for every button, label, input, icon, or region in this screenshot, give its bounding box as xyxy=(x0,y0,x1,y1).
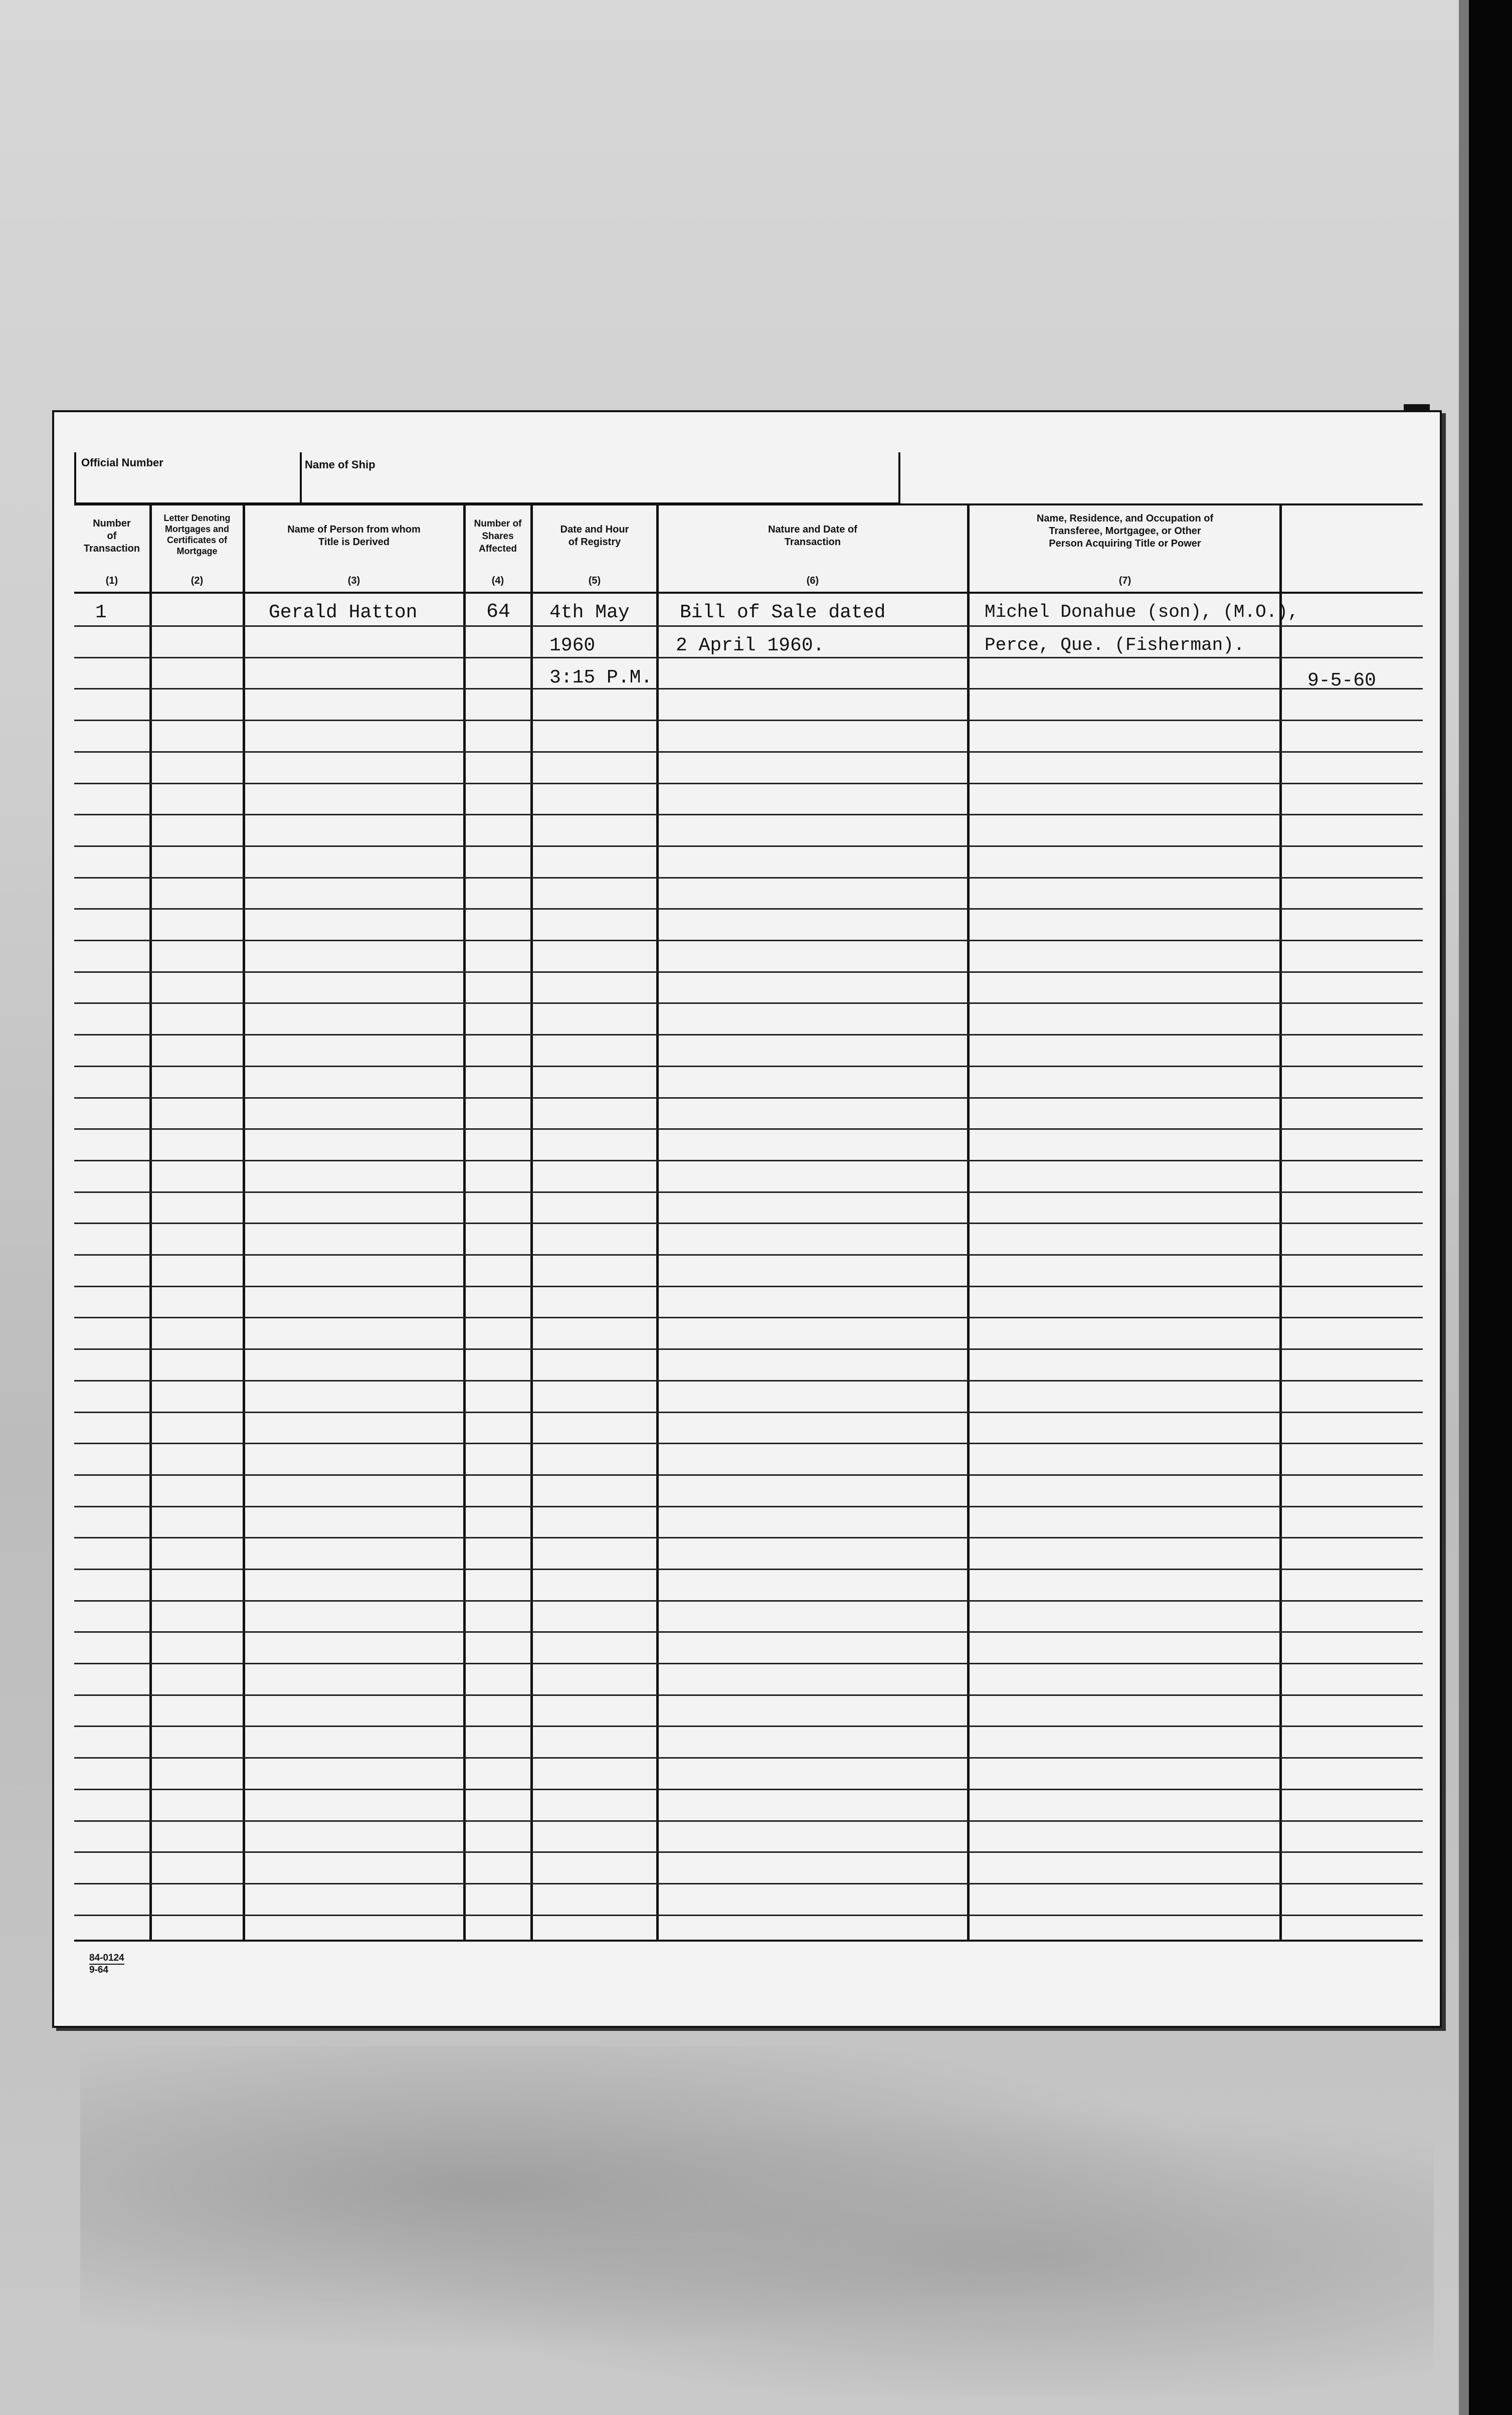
col4-heading: Number of Shares Affected xyxy=(474,519,522,554)
film-grime xyxy=(80,2046,1434,2397)
table-row-line xyxy=(74,1191,1423,1193)
col3-heading: Name of Person from whom Title is Derived xyxy=(287,524,421,548)
col1-heading: Number of Transaction xyxy=(83,518,140,554)
table-row-line xyxy=(74,1097,1423,1099)
col5-number: (5) xyxy=(588,575,601,586)
table-row-line xyxy=(74,1915,1423,1916)
table-row-line xyxy=(74,845,1423,847)
table-row-line xyxy=(74,877,1423,879)
col7-number: (7) xyxy=(1118,575,1131,586)
table-bottom-rule xyxy=(74,1940,1423,1942)
registry-date-line2: 1960 xyxy=(549,635,596,656)
table-row-line xyxy=(74,1223,1423,1224)
ship-name-label: Name of Ship xyxy=(305,458,375,471)
table-row-line xyxy=(74,1820,1423,1822)
col6-heading: Nature and Date of Transaction xyxy=(768,524,857,548)
registry-date-line1: 4th May xyxy=(549,602,630,623)
col5-heading: Date and Hour of Registry xyxy=(560,524,629,548)
official-number-field xyxy=(74,452,302,504)
table-row-line xyxy=(74,751,1423,753)
table-row-line xyxy=(74,688,1423,689)
table-row-line xyxy=(74,1663,1423,1664)
registry-time: 3:15 P.M. xyxy=(549,667,653,688)
recorded-date: 9-5-60 xyxy=(1307,670,1376,692)
table-row-line xyxy=(74,908,1423,910)
table-row-line xyxy=(74,1631,1423,1633)
col2-heading: Letter Denoting Mortgages and Certificates of Mortgage xyxy=(163,513,231,556)
table-row-line xyxy=(74,1286,1423,1287)
title-derived-from: Gerald Hatton xyxy=(269,602,418,623)
table-top-rule xyxy=(74,503,1423,505)
table-row-line xyxy=(74,1757,1423,1759)
table-row-line xyxy=(74,1002,1423,1004)
table-row-line xyxy=(74,1694,1423,1696)
table-row-line xyxy=(74,1789,1423,1790)
table-row-line xyxy=(74,1443,1423,1444)
table-row-line xyxy=(74,1254,1423,1256)
table-row-line xyxy=(74,1160,1423,1161)
table-row-line xyxy=(74,1726,1423,1727)
transferee-line1: Michel Donahue (son), (M.O.), xyxy=(985,602,1299,622)
transaction-nature-line1: Bill of Sale dated xyxy=(680,602,886,623)
table-row-line xyxy=(74,657,1423,658)
official-number-label: Official Number xyxy=(81,456,163,469)
shares-affected: 64 xyxy=(486,601,511,623)
table-row-line xyxy=(74,625,1423,627)
table-row-line xyxy=(74,814,1423,815)
col4-number: (4) xyxy=(491,575,504,586)
table-row-line xyxy=(74,1412,1423,1413)
col7-heading: Name, Residence, and Occupation of Transferee, Mortgagee, or Other Person Acquiring Title or Power xyxy=(1036,513,1214,549)
ship-registry-card xyxy=(52,410,1442,2028)
table-row-line xyxy=(74,1034,1423,1036)
table-row-line xyxy=(74,1474,1423,1476)
table-row-line xyxy=(74,1883,1423,1884)
table-row-line xyxy=(74,1066,1423,1067)
table-row-line xyxy=(74,1380,1423,1382)
table-row-line xyxy=(74,1569,1423,1570)
table-row-line xyxy=(74,1600,1423,1602)
transaction-number: 1 xyxy=(95,602,107,623)
col1-number: (1) xyxy=(105,575,118,586)
table-row-line xyxy=(74,720,1423,721)
form-code: 84-0124 9-64 xyxy=(89,1953,124,1975)
table-header-rule xyxy=(74,592,1423,594)
col6-number: (6) xyxy=(806,575,819,586)
transferee-line2: Perce, Que. (Fisherman). xyxy=(985,635,1245,655)
film-border xyxy=(1469,0,1512,2415)
transaction-nature-line2: 2 April 1960. xyxy=(676,635,825,656)
col3-number: (3) xyxy=(347,575,360,586)
table-row-line xyxy=(74,971,1423,973)
table-row-line xyxy=(74,940,1423,941)
col2-number: (2) xyxy=(191,575,204,586)
table-row-line xyxy=(74,1506,1423,1507)
table-row-line xyxy=(74,1537,1423,1538)
table-row-line xyxy=(74,1128,1423,1130)
table-row-line xyxy=(74,783,1423,784)
table-row-line xyxy=(74,1851,1423,1853)
table-row-line xyxy=(74,1348,1423,1350)
ship-name-field xyxy=(300,452,900,504)
table-row-line xyxy=(74,1317,1423,1318)
